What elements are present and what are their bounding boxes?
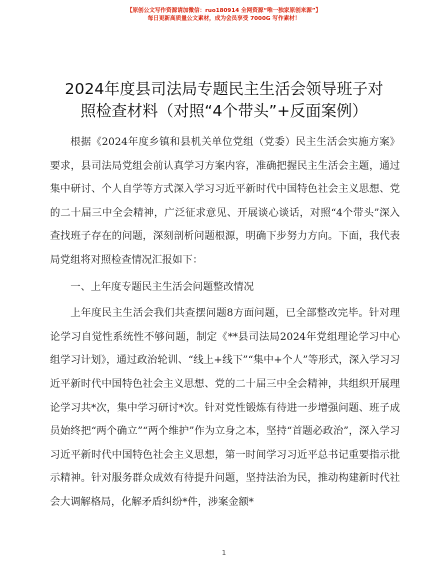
promo-banner-line1: 【原创公文写作资源请加微信：ruo180914 全网资源“唯一独家原创来源”】 [126,8,322,14]
promo-banner [0,7,448,23]
document-title-line2: 照检查材料（对照“4个带头”+反面案例） [80,102,368,120]
promo-banner-line2: 每日更新高质量公文素材，成为会员享受 7000G 写作素材！ [147,16,301,22]
body-paragraph-intro: 根据《2024年度乡镇和县机关单位党组（党委）民主生活会实施方案》要求，县司法局党组会前认真学习方案内容，准确把握民主生活会主题，通过集中研讨、个人自学等方式深入学习习近平新时代中国特色社会主义思想、党的二十届三中全会精神，广泛征求意见、开展谈心谈话，对照“4个带头”深入查找班子存在的问题，深刻剖析问题根源，明确下步努力方向。下面，我代表局党组将对照检查情况汇报如下： [50,137,400,266]
document-body [50,131,400,515]
document-title-line1: 2024年度县司法局专题民主生活会领导班子对 [64,80,384,98]
body-paragraph-rectification: 上年度民主生活会我们共查摆问题8方面问题，已全部整改完毕。针对理论学习自觉性系统性不够问题，制定《**县司法局2024年党组理论学习中心组学习计划》，通过政治轮训、“线上+线下”“集中+个人”等形式，深入学习习近平新时代中国特色社会主义思想、党的二十届三中全会精神，共组织开展理论学习共*次，集中学习研讨*次。针对党性锻炼有待进一步增强问题、班子成员始终把“两个确立”“两个维护”作为立身之本，坚持“首题必政治”，深入学习习近平新时代中国特色社会主义思想，第一时间学习习近平总书记重要指示批示精神。针对服务群众成效有待提升问题，坚持法治为民，推动构建新时代社会大调解格局，化解矛盾纠纷*件，涉案金额* [50,308,400,508]
page-number: 1 [221,549,227,557]
section-heading-1: 一、上年度专题民主生活会问题整改情况 [70,281,254,293]
document-title [46,78,402,122]
